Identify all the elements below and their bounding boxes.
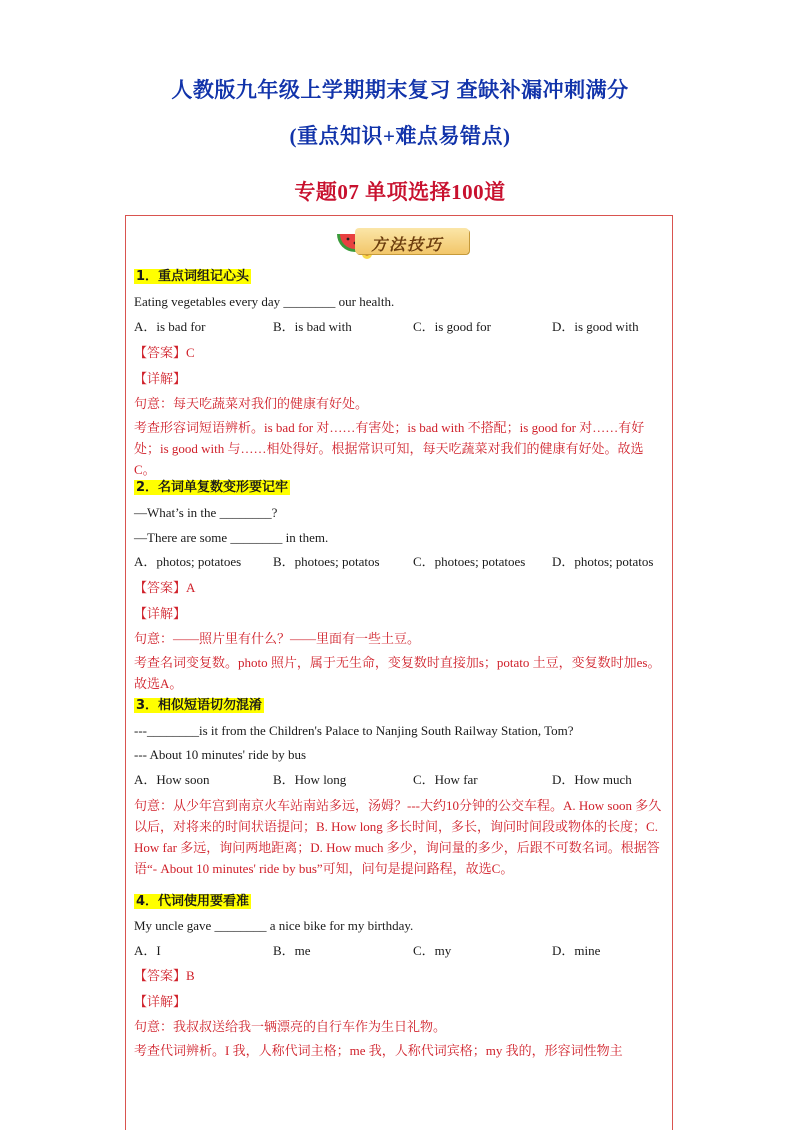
q4-detail-label: 【详解】 <box>134 994 187 1009</box>
q4-meaning: 句意：我叔叔送给我一辆漂亮的自行车作为生日礼物。 <box>134 1019 447 1034</box>
q1-stem: Eating vegetables every day ________ our health. <box>134 294 395 309</box>
q4-option-c: C．my <box>413 943 452 958</box>
q1-option-c: C．is good for <box>413 319 492 334</box>
q3-option-d: D．How much <box>552 772 632 787</box>
q1-option-a: A．is bad for <box>134 319 206 334</box>
q2-stem-line1: —What’s in the ________? <box>134 505 278 520</box>
q1-detail-label: 【详解】 <box>134 371 187 386</box>
method-banner <box>333 222 473 260</box>
document-subtitle: (重点知识+难点易错点) <box>289 124 511 148</box>
q4-option-b: B．me <box>273 943 311 958</box>
q3-analysis: 句意：从少年宫到南京火车站南站多远，汤姆？---大约10分钟的公交车程。A. How soon 多久以后，对将来的时间状语提问；B. How long 多长时间，多长，询问时间段或物体的长度；C. How far 多远，询问两地距离；D. How much 多少，询问量的多少，后跟不可数名词。根据答语“- About 10 minutes' ride by bus”可知，问句是提问路程，故选C。 <box>134 798 662 876</box>
q2-stem-line2: —There are some ________ in them. <box>134 530 329 545</box>
q4-heading: 4．代词使用要看准 <box>136 894 250 909</box>
q1-heading: 1．重点词组记心头 <box>136 269 250 284</box>
q2-option-b: B．photoes; potatos <box>273 554 380 569</box>
topic-title: 专题07 单项选择100道 <box>294 180 506 204</box>
q2-analysis: 考查名词变复数。photo 照片，属于无生命，变复数时直接加s；potato 土豆，变复数时加es。故选A。 <box>134 655 661 691</box>
q2-option-c: C．photoes; potatoes <box>413 554 526 569</box>
q4-stem: My uncle gave ________ a nice bike for my birthday. <box>134 918 414 933</box>
q3-stem-line2: --- About 10 minutes' ride by bus <box>134 747 307 762</box>
q2-detail-label: 【详解】 <box>134 606 187 621</box>
q4-analysis: 考查代词辨析。I 我，人称代词主格；me 我，人称代词宾格；my 我的，形容词性物主 <box>134 1043 623 1058</box>
q3-option-c: C．How far <box>413 772 478 787</box>
q3-option-b: B．How long <box>273 772 347 787</box>
q2-meaning: 句意：——照片里有什么？——里面有一些土豆。 <box>134 631 421 646</box>
q2-heading: 2．名词单复数变形要记牢 <box>136 480 289 495</box>
q3-heading: 3．相似短语切勿混淆 <box>136 698 263 713</box>
q1-analysis: 考查形容词短语辨析。is bad for 对……有害处；is bad with 不搭配；is good for 对……有好处；is good with 与……相处得好。根据常识可知，每天吃蔬菜对我们的健康有好处。故选C。 <box>134 420 645 477</box>
q1-option-d: D．is good with <box>552 319 639 334</box>
q3-option-a: A．How soon <box>134 772 210 787</box>
document-title: 人教版九年级上学期期末复习 查缺补漏冲刺满分 <box>171 78 629 102</box>
banner-label: 方法技巧 <box>371 235 444 254</box>
q4-answer: 【答案】B <box>134 968 195 983</box>
q2-option-a: A．photos; potatoes <box>134 554 242 569</box>
q1-meaning: 句意：每天吃蔬菜对我们的健康有好处。 <box>134 396 369 411</box>
q2-option-d: D．photos; potatos <box>552 554 654 569</box>
q4-option-d: D．mine <box>552 943 601 958</box>
q1-option-b: B．is bad with <box>273 319 352 334</box>
q3-stem-line1: ---________is it from the Children's Palace to Nanjing South Railway Station, Tom? <box>134 723 574 738</box>
q1-answer: 【答案】C <box>134 345 195 360</box>
q4-option-a: A．I <box>134 943 161 958</box>
q2-answer: 【答案】A <box>134 580 196 595</box>
